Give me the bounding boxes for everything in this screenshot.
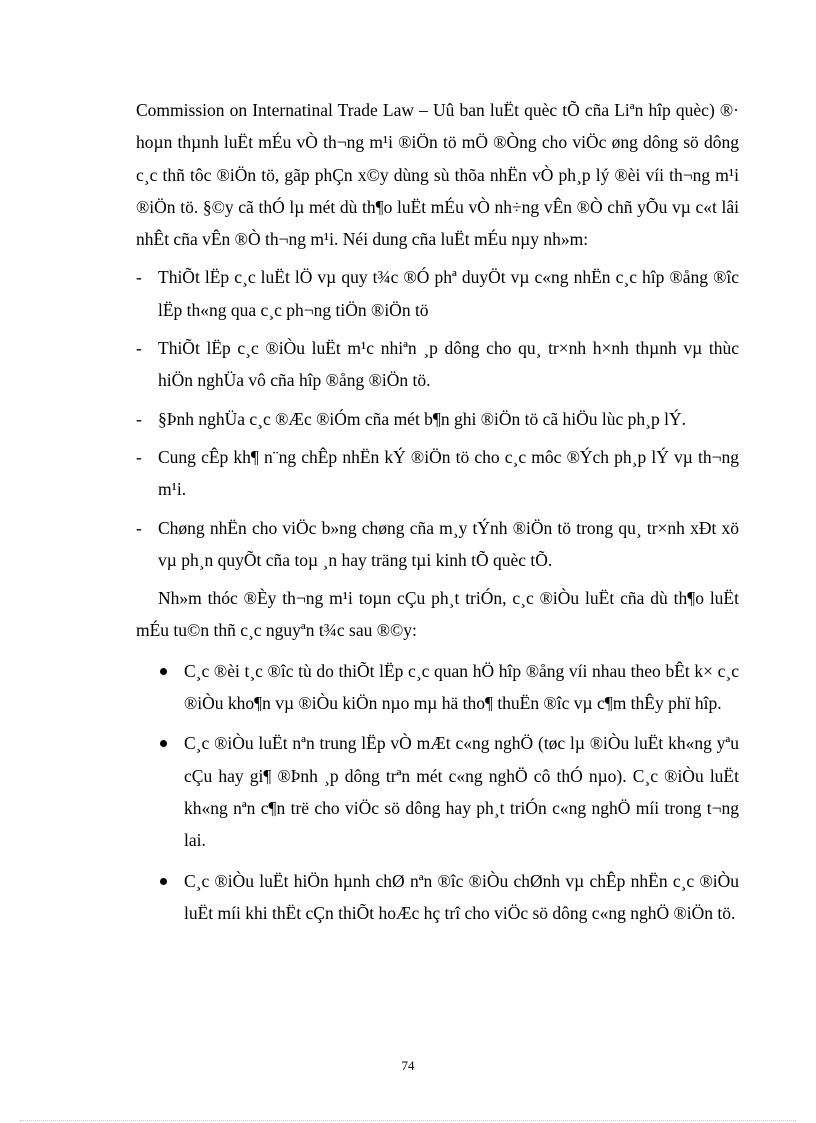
principles-list xyxy=(136,655,739,929)
principle-item-1 xyxy=(136,655,739,720)
principles-intro-paragraph: Nh»m thóc ®Èy th¬ng m¹i toµn cÇu ph¸t triÓn, c¸c ®iÒu luËt cña dù th¶o luËt mÉu tu©n thñ c¸c nguyªn t¾c sau ®©y: xyxy=(136,588,739,641)
objective-item-4 xyxy=(136,441,739,506)
principle-text: C¸c ®iÒu luËt hiÖn hµnh chØ nªn ®îc ®iÒu chØnh vµ chÊp nhËn c¸c ®iÒu luËt míi khi thËt cÇn thiÕt hoÆc hç trî cho viÖc sö dông c«ng nghÖ ®iÖn tö. xyxy=(184,870,739,923)
principle-text: C¸c ®èi t¸c ®îc tù do thiÕt lËp c¸c quan hÖ hîp ®ång víi nhau theo bÊt k× c¸c ®iÒu kho¶n vµ ®iÒu kiÖn nµo mµ hä tho¶ thuËn ®îc vµ c¶m thÊy phï hîp. xyxy=(184,660,739,714)
objective-item-2 xyxy=(136,332,739,397)
principle-item-2 xyxy=(136,727,739,856)
principle-text: C¸c ®iÒu luËt nªn trung lËp vÒ mÆt c«ng nghÖ (tøc lµ ®iÒu luËt kh«ng yªu cÇu hay gi¶ ®Þnh ¸p dông trªn mét c«ng nghÖ cô thÓ nµo). C¸c ®iÒu luËt kh«ng nªn c¶n trë cho viÖc sö dông hay ph¸t triÓn c«ng nghÖ míi trong t¬ng lai. xyxy=(184,733,739,851)
objective-text: Cung cÊp kh¶ n¨ng chÊp nhËn kÝ ®iÖn tö cho c¸c môc ®Ých ph¸p lÝ vµ th¬ng m¹i. xyxy=(158,446,739,500)
bullet-dot-icon xyxy=(160,740,167,747)
dash-marker: - xyxy=(136,517,142,538)
objectives-list xyxy=(136,261,739,576)
objective-item-3 xyxy=(136,403,739,435)
objective-item-1 xyxy=(136,261,739,326)
bullet-dot-icon xyxy=(160,878,167,885)
objective-text: ThiÕt lËp c¸c ®iÒu luËt m¹c nhiªn ¸p dông cho qu¸ tr×nh h×nh thµnh vµ thùc hiÖn nghÜa vô cña hîp ®ång ®iÖn tö. xyxy=(158,338,739,391)
dash-marker: - xyxy=(136,267,142,288)
page-bottom-divider xyxy=(20,1120,796,1121)
page-number: 74 xyxy=(401,1058,415,1073)
principle-item-3 xyxy=(136,865,739,930)
objective-item-5 xyxy=(136,512,739,577)
dash-marker: - xyxy=(136,408,142,429)
objective-text: ThiÕt lËp c¸c luËt lÖ vµ quy t¾c ®Ó phª duyÖt vµ c«ng nhËn c¸c hîp ®ång ®îc lËp th«ng qua c¸c ph¬ng tiÖn ®iÖn tö xyxy=(158,267,739,320)
document-body xyxy=(136,94,739,929)
objective-text: Chøng nhËn cho viÖc b»ng chøng cña m¸y tÝnh ®iÖn tö trong qu¸ tr×nh xÐt xö vµ ph¸n quyÕt cña toµ ¸n hay träng tµi kinh tÕ quèc tÕ. xyxy=(158,517,739,570)
bullet-dot-icon xyxy=(160,668,167,675)
dash-marker: - xyxy=(136,446,142,467)
dash-marker: - xyxy=(136,338,142,359)
objective-text: §Þnh nghÜa c¸c ®Æc ®iÓm cña mét b¶n ghi ®iÖn tö cã hiÖu lùc ph¸p lÝ. xyxy=(158,408,686,429)
intro-paragraph: Commission on Internatinal Trade Law – Uû ban luËt quèc tÕ cña Liªn hîp quèc) ®· hoµn thµnh luËt mÉu vÒ th¬ng m¹i ®iÖn tö mÖ ®Òng cho viÖc øng dông sö dông c¸c thñ tôc ®iÖn tö, gãp phÇn x©y dùng sù thõa nhËn vÒ ph¸p lý ®èi víi th¬ng m¹i ®iÖn tö. §©y cã thÓ lµ mét dù th¶o luËt mÉu vÒ nh÷ng vÊn ®Ò chñ yÕu vµ c«t lâi nhÊt cña vÊn ®Ò th¬ng m¹i. Néi dung cña luËt mÉu nµy nh»m: xyxy=(136,100,739,250)
